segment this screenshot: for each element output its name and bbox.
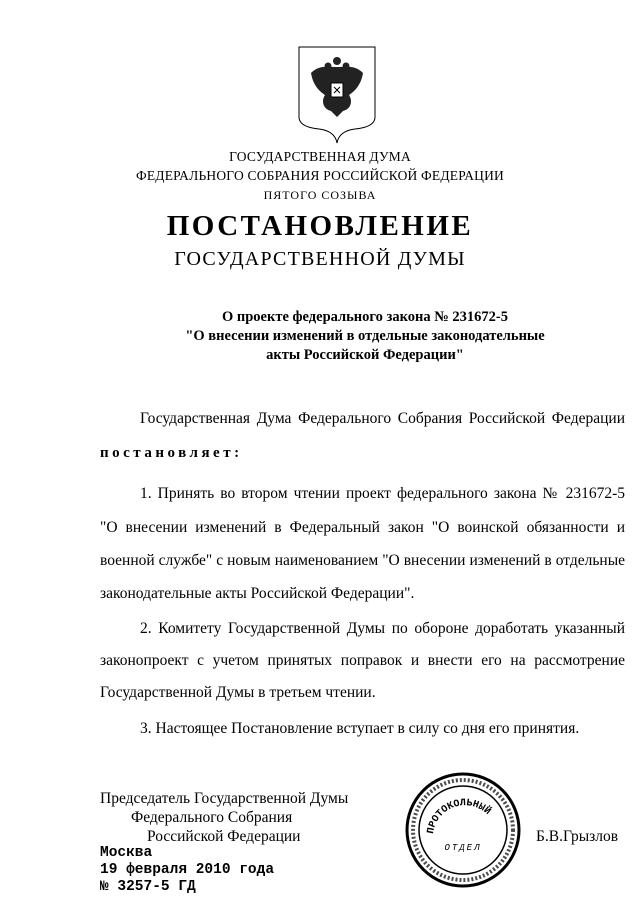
paragraph-1-line: законодательные акты Российской Федерации". [100,585,415,602]
signature-position-line-2: Федерального Собрания [131,809,293,826]
header-line-3: ПЯТОГО СОЗЫВА [263,188,377,202]
date: 19 февраля 2010 года [100,862,275,878]
header-line-1: ГОСУДАРСТВЕННАЯ ДУМА [229,149,411,164]
paragraph-2-line: 2. Комитету Государственной Думы по обороне доработать указанный [140,620,625,637]
city: Москва [100,845,153,861]
paragraph-1-line: военной службе" с новым наименованием "О внесении изменений в отдельные [100,552,625,569]
coat-of-arms-emblem [297,45,377,145]
svg-text:ОТДЕЛ: ОТДЕЛ [444,843,482,853]
signature-position-line-1: Председатель Государственной Думы [100,790,349,807]
document-number: № 3257-5 ГД [100,879,196,895]
signatory-name: Б.В.Грызлов [536,828,619,845]
paragraph-1-line: "О внесении изменений в Федеральный закон "О воинской обязанности и [100,519,625,536]
subject-line-3: акты Российской Федерации" [266,347,464,363]
paragraph-2-line: законопроект с учетом принятых поправок и внести его на рассмотрение [100,652,625,669]
subject-line-2: "О внесении изменений в отдельные законодательные [185,328,545,344]
paragraph-2-line: Государственной Думы в третьем чтении. [100,684,376,701]
document-title: ПОСТАНОВЛЕНИЕ [166,210,474,242]
signature-position-line-3: Российской Федерации [147,828,301,845]
paragraph-3-line: 3. Настоящее Постановление вступает в силу со дня его принятия. [140,720,580,737]
paragraph-1-line: 1. Принять во втором чтении проект федерального закона № 231672-5 [140,485,625,502]
official-stamp [405,772,521,888]
subject-line-1: О проекте федерального закона № 231672-5 [221,309,509,325]
header-line-2: ФЕДЕРАЛЬНОГО СОБРАНИЯ РОССИЙСКОЙ ФЕДЕРАЦИИ [136,168,504,183]
svg-text:ПРОТОКОЛЬНЫЙ: ПРОТОКОЛЬНЫЙ [425,798,493,835]
resolves-label: постановляет: [100,445,243,461]
document-subtitle: ГОСУДАРСТВЕННОЙ ДУМЫ [174,248,466,270]
preamble: Государственная Дума Федерального Собрания Российской Федерации [140,410,625,427]
